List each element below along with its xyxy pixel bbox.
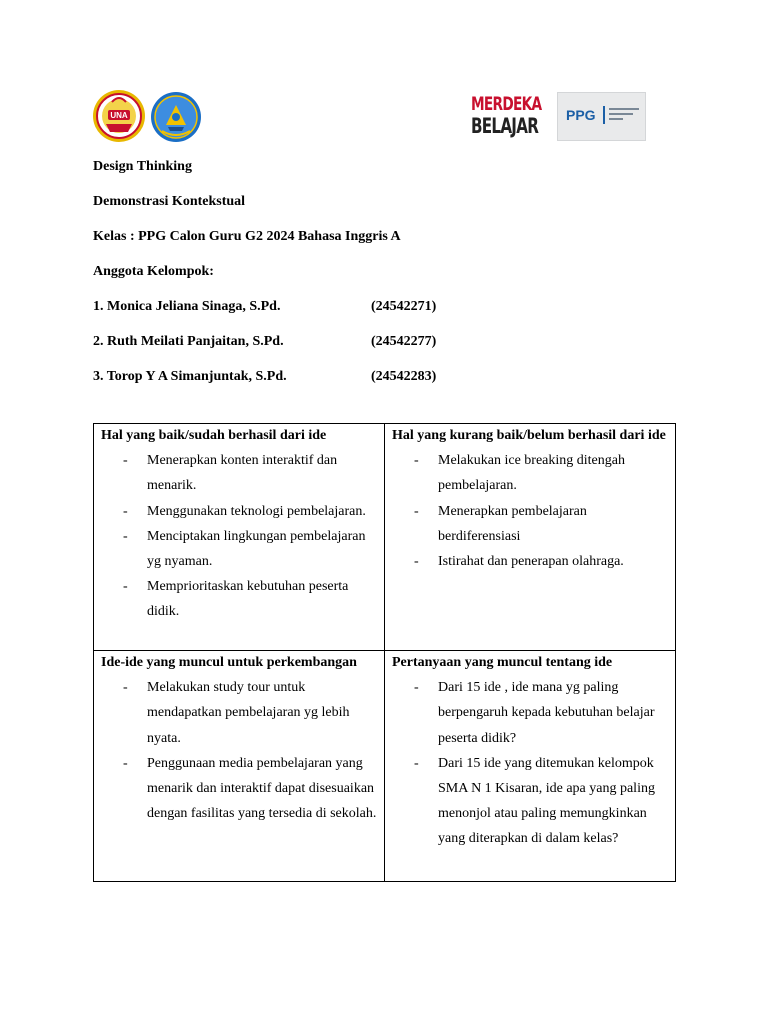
- table-cell-questions: [385, 651, 676, 882]
- member-name: 2. Ruth Meilati Panjaitan, S.Pd.: [93, 334, 284, 349]
- bullet-dash: -: [123, 579, 128, 595]
- table-cell-good-points: [94, 424, 385, 651]
- ppg-logo: [557, 92, 646, 141]
- list-item-text: Dari 15 ide yang ditemukan kelompok SMA N 1 Kisaran, ide apa yang paling menonjol atau paling memungkinkan yang diterapkan di dalam kelas?: [438, 755, 655, 847]
- list-item: [101, 499, 377, 524]
- bullet-dash: -: [123, 528, 128, 544]
- ppg-subtext-line: [609, 108, 639, 110]
- table-row: [94, 424, 676, 651]
- bullet-dash: -: [414, 554, 419, 570]
- list-item: [101, 675, 377, 751]
- list-item-text: Istirahat dan penerapan olahraga.: [438, 554, 624, 570]
- cell-title: Pertanyaan yang muncul tentang ide: [392, 655, 613, 670]
- ppg-logo-label: PPG: [566, 107, 596, 123]
- merdeka-belajar-logo: [471, 94, 547, 140]
- merdeka-belajar-line2: BELAJAR: [471, 114, 539, 138]
- bullet-dash: -: [414, 453, 419, 469]
- bullet-dash: -: [123, 680, 128, 696]
- document-subtitle: Demonstrasi Kontekstual: [93, 194, 246, 209]
- list-item-text: Melakukan ice breaking ditengah pembelajaran.: [438, 453, 625, 494]
- merdeka-belajar-line1: MERDEKA: [471, 93, 542, 115]
- member-nim: (24542283): [371, 369, 437, 384]
- ppg-divider: [603, 106, 605, 124]
- bullet-list: [101, 675, 377, 826]
- bullet-dash: -: [414, 755, 419, 771]
- bullet-dash: -: [123, 755, 128, 771]
- members-label: Anggota Kelompok:: [93, 264, 214, 279]
- bullet-dash: -: [123, 453, 128, 469]
- list-item-text: Menerapkan konten interaktif dan menarik.: [147, 453, 338, 494]
- table-row: [94, 651, 676, 882]
- list-item-text: Memprioritaskan kebutuhan peserta didik.: [147, 579, 349, 620]
- svg-text:UNA: UNA: [110, 111, 128, 120]
- member-nim: (24542271): [371, 299, 437, 314]
- list-item: [392, 675, 668, 751]
- list-item-text: Penggunaan media pembelajaran yang menarik dan interaktif dapat disesuaikan dengan fasilitas yang tersedia di sekolah.: [147, 755, 377, 822]
- bullet-list: [392, 448, 668, 574]
- list-item-text: Dari 15 ide , ide mana yg paling berpengaruh kepada kebutuhan belajar peserta didik?: [438, 680, 655, 746]
- list-item: [101, 574, 377, 624]
- list-item: [392, 751, 668, 852]
- list-item: [101, 448, 377, 498]
- list-item: [392, 448, 668, 498]
- table-cell-development-ideas: [94, 651, 385, 882]
- member-nim: (24542277): [371, 334, 437, 349]
- program-logos: [468, 92, 648, 144]
- list-item: [392, 549, 668, 574]
- cell-title: Hal yang baik/sudah berhasil dari ide: [101, 428, 327, 443]
- bullet-list: [101, 448, 377, 624]
- member-name: 3. Torop Y A Simanjuntak, S.Pd.: [93, 369, 287, 384]
- idea-evaluation-table: [93, 423, 676, 882]
- cell-title: Hal yang kurang baik/belum berhasil dari ide: [392, 428, 666, 443]
- bullet-dash: -: [414, 503, 419, 519]
- list-item: [392, 499, 668, 549]
- list-item: [101, 524, 377, 574]
- document-title: Design Thinking: [93, 159, 192, 174]
- class-info: Kelas : PPG Calon Guru G2 2024 Bahasa Inggris A: [93, 229, 401, 244]
- list-item: [101, 751, 377, 827]
- ppg-subtext-line: [609, 118, 623, 120]
- cell-title: Ide-ide yang muncul untuk perkembangan: [101, 655, 357, 670]
- table-cell-weak-points: [385, 424, 676, 651]
- list-item-text: Melakukan study tour untuk mendapatkan pembelajaran yg lebih nyata.: [147, 680, 350, 746]
- list-item-text: Menggunakan teknologi pembelajaran.: [147, 503, 366, 519]
- bullet-list: [392, 675, 668, 851]
- bullet-dash: -: [123, 503, 128, 519]
- bullet-dash: -: [414, 680, 419, 696]
- list-item-text: Menciptakan lingkungan pembelajaran yg nyaman.: [147, 528, 366, 570]
- ppg-subtext-line: [609, 113, 633, 115]
- list-item-text: Menerapkan pembelajaran berdiferensiasi: [438, 503, 587, 544]
- tut-wuri-handayani-logo: [150, 91, 202, 143]
- member-name: 1. Monica Jeliana Sinaga, S.Pd.: [93, 299, 281, 314]
